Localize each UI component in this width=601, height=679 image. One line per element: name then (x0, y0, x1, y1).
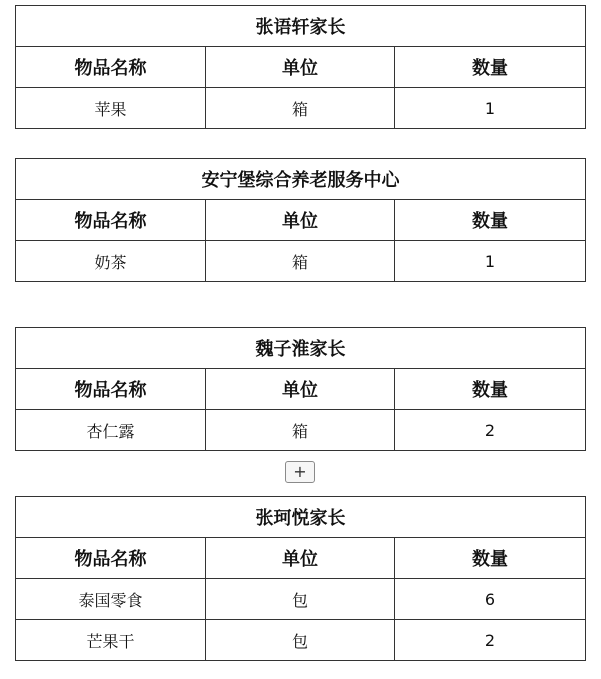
table-row (16, 241, 586, 282)
donation-table (15, 496, 586, 661)
column-header-item-name: 物品名称 (16, 47, 206, 88)
unit-cell: 箱 (206, 241, 395, 282)
column-header-unit: 单位 (206, 369, 395, 410)
table-title-row (16, 6, 586, 47)
quantity-cell: 2 (395, 410, 586, 451)
column-header-item-name: 物品名称 (16, 369, 206, 410)
item-name-cell: 泰国零食 (16, 579, 206, 620)
add-button[interactable] (285, 461, 315, 483)
donation-table (15, 327, 586, 451)
table-title-row (16, 159, 586, 200)
table-title: 张珂悦家长 (16, 497, 586, 538)
table-row (16, 620, 586, 661)
column-header-quantity: 数量 (395, 200, 586, 241)
item-name-cell: 苹果 (16, 88, 206, 129)
table-title: 张语轩家长 (16, 6, 586, 47)
table-row (16, 579, 586, 620)
unit-cell: 箱 (206, 410, 395, 451)
column-header-unit: 单位 (206, 200, 395, 241)
column-header-item-name: 物品名称 (16, 538, 206, 579)
quantity-cell: 1 (395, 88, 586, 129)
column-header-item-name: 物品名称 (16, 200, 206, 241)
unit-cell: 包 (206, 579, 395, 620)
table-title-row (16, 328, 586, 369)
column-header-quantity: 数量 (395, 538, 586, 579)
quantity-cell: 1 (395, 241, 586, 282)
table-title-row (16, 497, 586, 538)
plus-icon: + (293, 462, 307, 481)
quantity-cell: 2 (395, 620, 586, 661)
table-row (16, 88, 586, 129)
quantity-cell: 6 (395, 579, 586, 620)
column-header-quantity: 数量 (395, 369, 586, 410)
item-name-cell: 杏仁露 (16, 410, 206, 451)
unit-cell: 箱 (206, 88, 395, 129)
column-header-unit: 单位 (206, 538, 395, 579)
unit-cell: 包 (206, 620, 395, 661)
donation-table (15, 5, 586, 129)
table-header-row (16, 47, 586, 88)
column-header-unit: 单位 (206, 47, 395, 88)
table-row (16, 410, 586, 451)
table-title: 安宁堡综合养老服务中心 (16, 159, 586, 200)
item-name-cell: 奶茶 (16, 241, 206, 282)
item-name-cell: 芒果干 (16, 620, 206, 661)
table-title: 魏子淮家长 (16, 328, 586, 369)
table-header-row (16, 538, 586, 579)
column-header-quantity: 数量 (395, 47, 586, 88)
table-header-row (16, 369, 586, 410)
donation-table (15, 158, 586, 282)
table-header-row (16, 200, 586, 241)
